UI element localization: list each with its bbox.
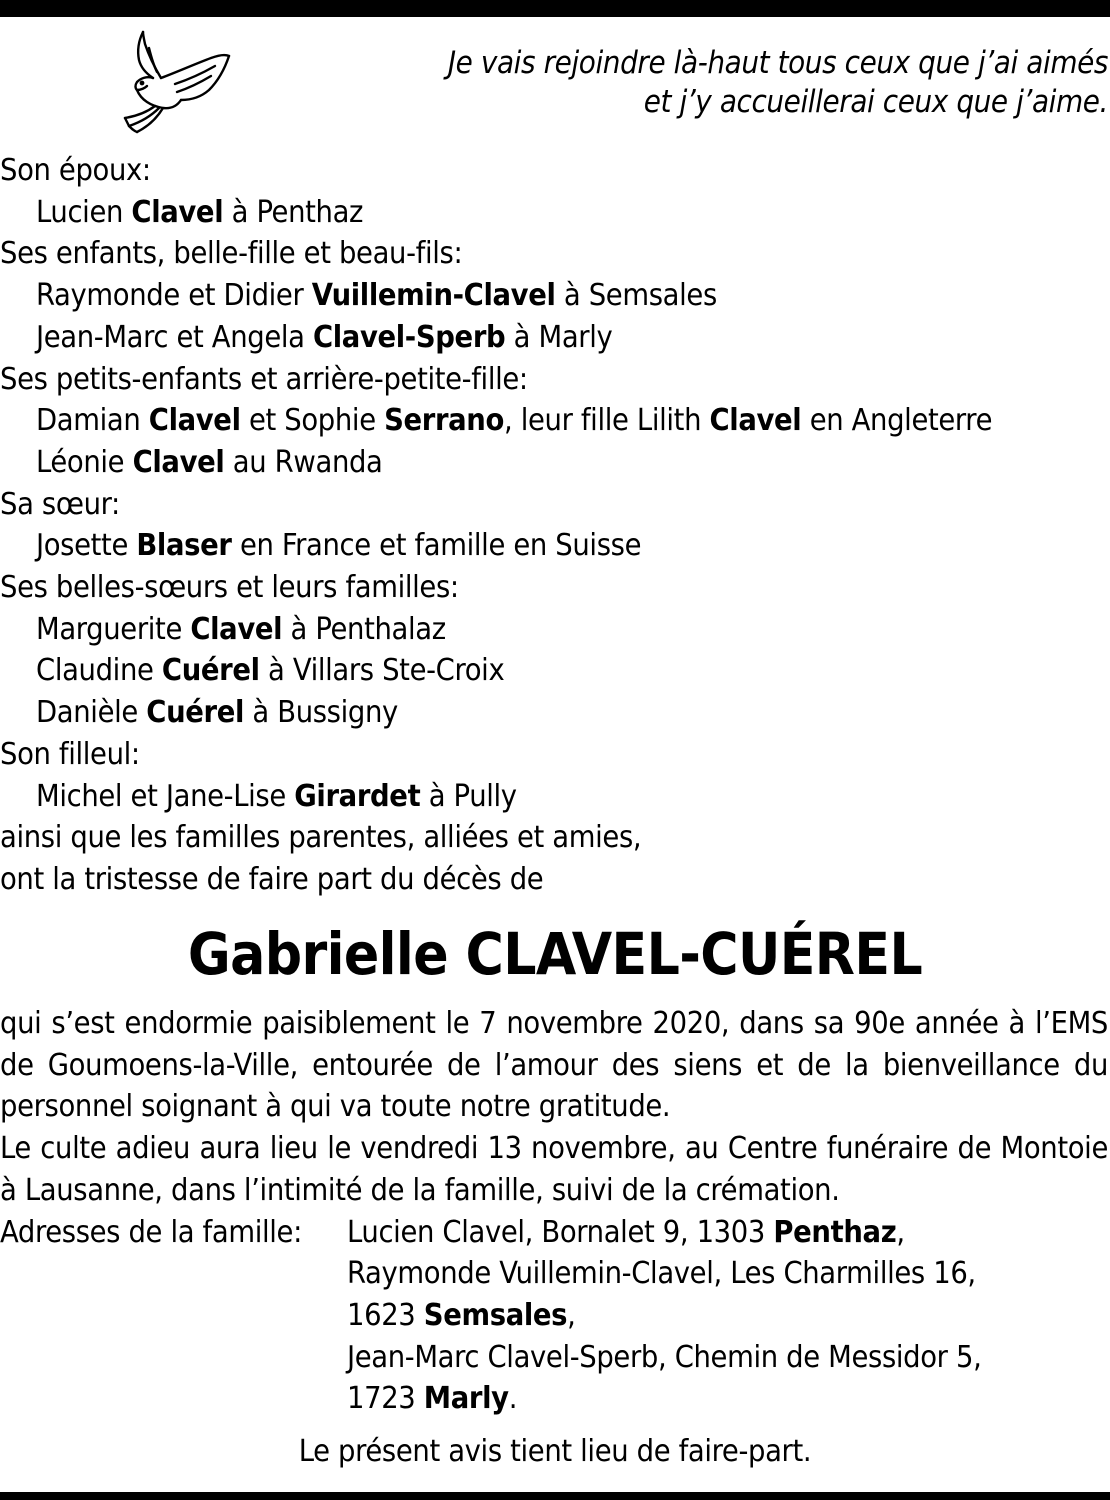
announcement-text: ainsi que les familles parentes, alliées et amies,: [0, 820, 642, 856]
relation-heading: Son filleul:: [0, 736, 140, 772]
family-member: Damian Clavel et Sophie Serrano, leur fille Lilith Clavel en Angleterre: [36, 403, 993, 439]
notice-body: [0, 1003, 1108, 1420]
family-addresses: [0, 1212, 1108, 1421]
closing-note: Le présent avis tient lieu de faire-part.: [298, 1434, 812, 1469]
announcement-text: ont la tristesse de faire part du décès de: [0, 861, 544, 897]
quote-line: et j’y accueillerai ceux que j’aime.: [643, 84, 1108, 120]
family-member: Jean-Marc et Angela Clavel-Sperb à Marly: [36, 319, 613, 355]
family-member: Josette Blaser en France et famille en Suisse: [36, 528, 642, 564]
family-member: Raymonde et Didier Vuillemin-Clavel à Semsales: [36, 278, 717, 314]
addresses-label: Adresses de la famille:: [0, 1214, 302, 1250]
top-rule: [0, 0, 1110, 17]
notice-paragraph: qui s’est endormie paisiblement le 7 novembre 2020, dans sa 90e année à l’EMS de Goumoens-la-Ville, entourée de l’amour des siens et de la bienveillance du personnel soignant à qui va toute notre gratitude.: [0, 1006, 1108, 1125]
relation-heading: Son époux:: [0, 153, 151, 188]
relation-heading: Ses enfants, belle-fille et beau-fils:: [0, 236, 463, 272]
epigraph-quote: [288, 44, 1108, 122]
relation-heading: Sa sœur:: [0, 486, 120, 522]
address-line: Jean-Marc Clavel-Sperb, Chemin de Messidor 5,: [347, 1339, 982, 1375]
bottom-rule: [0, 1492, 1110, 1500]
family-list: [0, 150, 1110, 901]
family-member: Michel et Jane-Lise Girardet à Pully: [36, 778, 517, 814]
family-member: Marguerite Clavel à Penthalaz: [36, 611, 446, 647]
relation-heading: Ses belles-sœurs et leurs familles:: [0, 570, 459, 606]
family-member: Danièle Cuérel à Bussigny: [36, 695, 398, 731]
family-member: Lucien Clavel à Penthaz: [36, 194, 364, 230]
family-member: Claudine Cuérel à Villars Ste-Croix: [36, 653, 505, 689]
address-line: 1623 Semsales,: [347, 1297, 576, 1333]
deceased-name: Gabrielle CLAVEL-CUÉREL: [187, 920, 923, 988]
address-list: [347, 1212, 1108, 1421]
address-line: 1723 Marly.: [347, 1381, 518, 1417]
relation-heading: Ses petits-enfants et arrière-petite-fille:: [0, 361, 528, 397]
dove-icon: [115, 28, 233, 134]
family-member: Léonie Clavel au Rwanda: [36, 444, 383, 480]
ceremony-paragraph: Le culte adieu aura lieu le vendredi 13 novembre, au Centre funéraire de Montoie à Lausanne, dans l’intimité de la famille, suivi de la crémation.: [0, 1131, 1108, 1208]
address-line: Raymonde Vuillemin-Clavel, Les Charmilles 16,: [347, 1256, 976, 1292]
address-line: Lucien Clavel, Bornalet 9, 1303 Penthaz,: [347, 1214, 905, 1250]
quote-line: Je vais rejoindre là-haut tous ceux que j’ai aimés: [447, 45, 1108, 81]
